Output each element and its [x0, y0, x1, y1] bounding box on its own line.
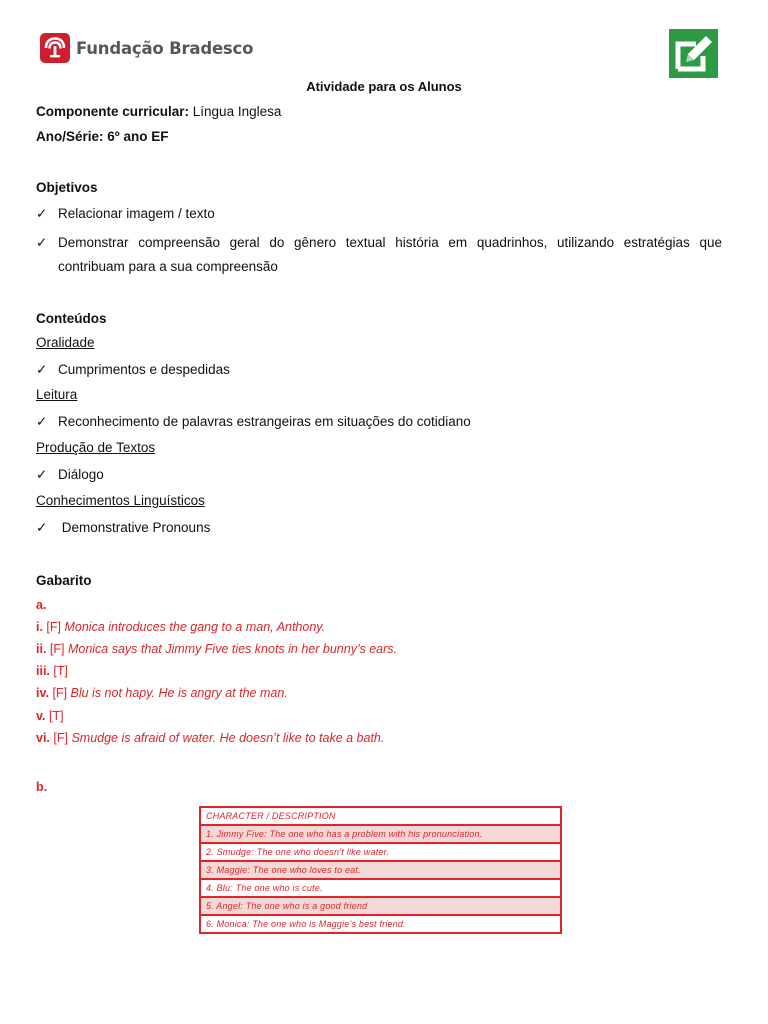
character-table: [199, 806, 562, 934]
componente-line: [36, 104, 281, 119]
answer-line: i. [F] Monica introduces the gang to a man, Anthony.: [36, 620, 326, 634]
conteudo-group-label: Produção de Textos: [36, 440, 156, 455]
part-b-label: b.: [36, 780, 48, 794]
bradesco-tree-icon: [40, 33, 70, 63]
table-row: 3. Maggie: The one who loves to eat.: [200, 861, 561, 879]
checkmark-icon: ✓: [36, 235, 48, 250]
page-title: Atividade para os Alunos: [306, 79, 462, 94]
brand-logo: [40, 33, 253, 63]
table-header-row: [200, 807, 561, 825]
answer-line: iv. [F] Blu is not hapy. He is angry at the man.: [36, 686, 288, 700]
part-a-label: a.: [36, 598, 47, 612]
table-header-cell: CHARACTER / DESCRIPTION: [200, 807, 561, 825]
checkmark-icon: ✓: [36, 520, 48, 535]
answer-line: iii. [T]: [36, 664, 68, 678]
conteudo-item: ✓ Demonstrative Pronouns: [36, 520, 211, 535]
conteudo-item: ✓ Diálogo: [36, 467, 104, 482]
objetivo-item: [36, 206, 215, 222]
answer-line: vi. [F] Smudge is afraid of water. He doesn’t like to take a bath.: [36, 731, 385, 745]
pen-icon: [669, 29, 718, 78]
table-row: 1. Jimmy Five: The one who has a problem with his pronunciation.: [200, 825, 561, 843]
table-row: 5. Angel: The one who is a good friend: [200, 897, 561, 915]
checkmark-icon: ✓: [36, 362, 48, 377]
checkmark-icon: ✓: [36, 414, 48, 429]
componente-value: Língua Inglesa: [189, 104, 282, 119]
ano-serie-line: Ano/Série: 6º ano EF: [36, 129, 169, 144]
objetivos-heading: Objetivos: [36, 180, 98, 195]
conteudo-item: ✓ Cumprimentos e despedidas: [36, 362, 230, 377]
objetivo-text: Demonstrar compreensão geral do gênero textual história em quadrinhos, utilizando estratégias que contribuam para a sua compreensão: [58, 235, 722, 274]
objetivo-text: Relacionar imagem / texto: [58, 206, 215, 221]
table-row: 2. Smudge: The one who doesn’t like water.: [200, 843, 561, 861]
answer-line: ii. [F] Monica says that Jimmy Five ties knots in her bunny’s ears.: [36, 642, 398, 656]
brand-name: Fundação Bradesco: [76, 38, 254, 58]
componente-label: Componente curricular:: [36, 104, 190, 119]
answer-line: v. [T]: [36, 709, 64, 723]
conteudo-group-label: Conhecimentos Linguísticos: [36, 493, 205, 508]
conteudos-heading: Conteúdos: [36, 311, 107, 326]
checkmark-icon: ✓: [36, 467, 48, 482]
checkmark-icon: ✓: [36, 206, 48, 221]
conteudo-item: ✓ Reconhecimento de palavras estrangeiras em situações do cotidiano: [36, 414, 471, 429]
conteudo-group-label: Leitura: [36, 387, 78, 402]
objetivo-item: [36, 231, 722, 279]
table-row: 4. Blu: The one who is cute.: [200, 879, 561, 897]
gabarito-heading: Gabarito: [36, 573, 92, 588]
table-row: 6. Monica: The one who is Maggie’s best friend.: [200, 915, 561, 933]
conteudo-group-label: Oralidade: [36, 335, 95, 350]
